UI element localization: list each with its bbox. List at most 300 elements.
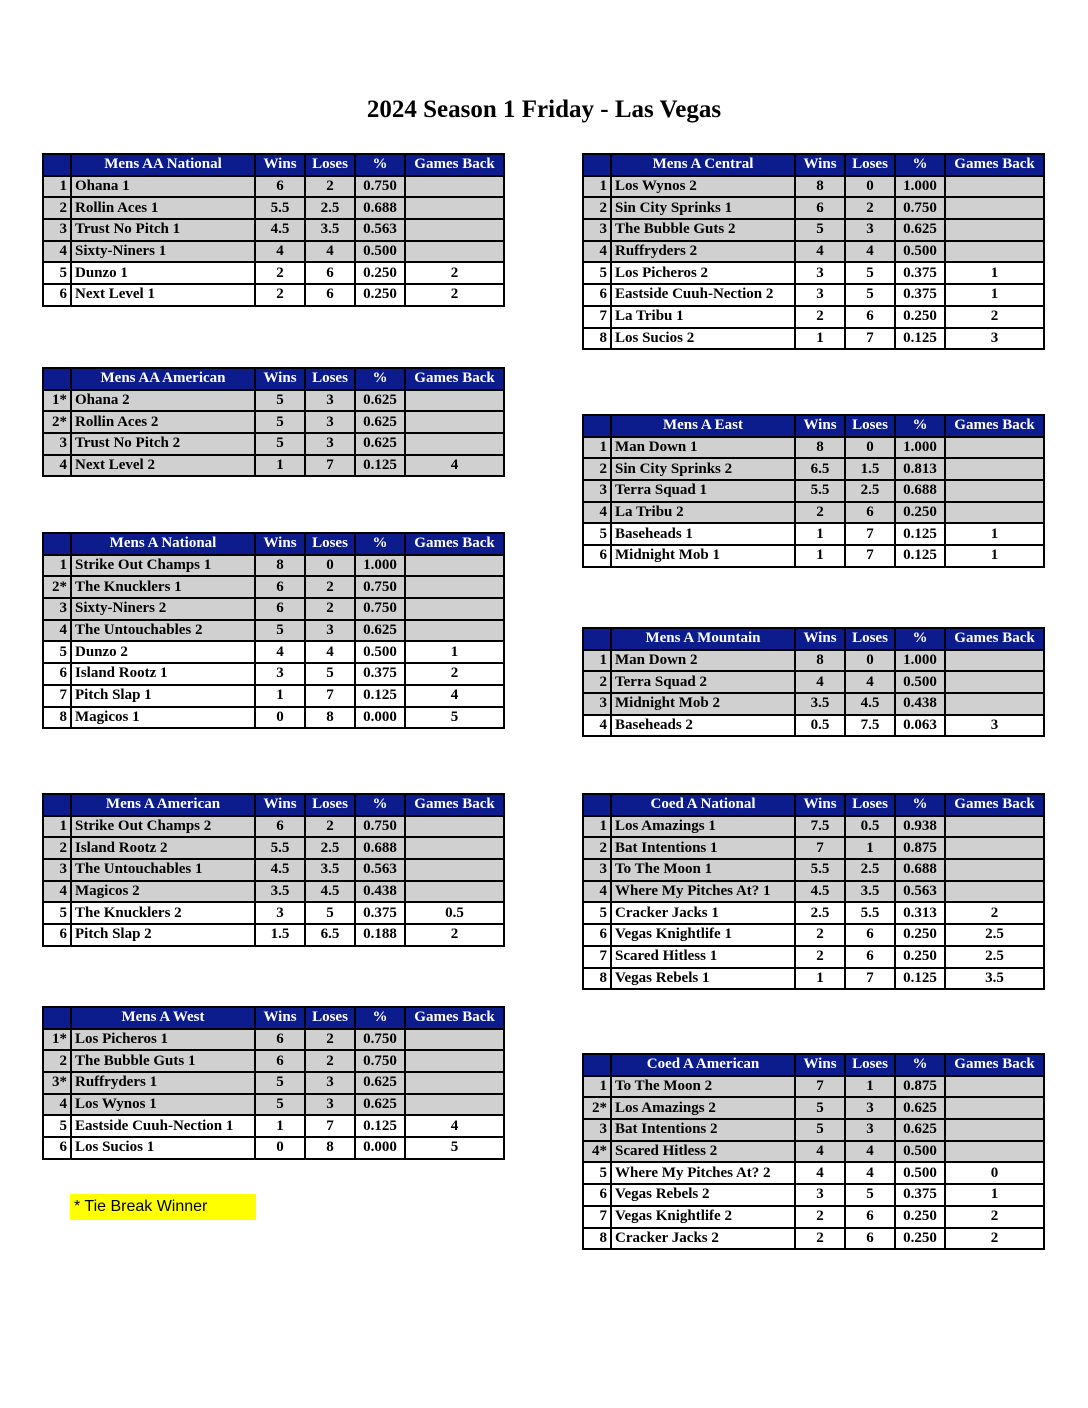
standings-row [43, 411, 504, 433]
rank-cell: 4 [583, 502, 611, 524]
standings-row [583, 219, 1044, 241]
loses-cell: 0 [305, 555, 355, 577]
pct-cell: 0.500 [895, 1162, 945, 1184]
rank-cell: 5 [43, 262, 71, 284]
team-name: Pitch Slap 1 [71, 685, 255, 707]
page-title: 2024 Season 1 Friday - Las Vegas [366, 96, 722, 123]
team-name: The Bubble Guts 1 [71, 1050, 255, 1072]
pct-cell: 0.688 [895, 859, 945, 881]
rank-cell: 7 [583, 946, 611, 968]
pct-cell: 0.625 [355, 390, 405, 412]
rank-cell: 4* [583, 1141, 611, 1163]
wins-cell: 5 [255, 1094, 305, 1116]
rank-cell: 2 [583, 671, 611, 693]
team-name: Ruffryders 2 [611, 241, 795, 263]
division-table [42, 532, 505, 729]
games-back-cell [405, 859, 504, 881]
pct-cell: 0.375 [895, 262, 945, 284]
wins-cell: 5 [255, 411, 305, 433]
team-name: Bat Intentions 1 [611, 837, 795, 859]
wins-cell: 4 [795, 671, 845, 693]
loses-cell: 4 [845, 671, 895, 693]
division-table [42, 1006, 505, 1160]
pct-cell: 1.000 [895, 650, 945, 672]
games-back-cell: 2.5 [945, 924, 1044, 946]
rank-cell: 5 [583, 902, 611, 924]
loses-header: Loses [305, 794, 355, 816]
division-table [42, 793, 505, 947]
games-back-cell: 2 [945, 1206, 1044, 1228]
rank-cell: 8 [43, 707, 71, 729]
rank-cell: 3 [43, 598, 71, 620]
games-back-cell [405, 197, 504, 219]
pct-cell: 0.313 [895, 902, 945, 924]
rank-cell: 8 [583, 1228, 611, 1250]
pct-cell: 0.625 [895, 1097, 945, 1119]
wins-cell: 2 [255, 284, 305, 306]
loses-cell: 3.5 [845, 881, 895, 903]
team-name: Eastside Cuuh-Nection 1 [71, 1115, 255, 1137]
rank-cell: 6 [583, 924, 611, 946]
rank-cell: 2 [43, 837, 71, 859]
team-name: Los Sucios 1 [71, 1137, 255, 1159]
rank-cell: 2 [43, 197, 71, 219]
loses-header: Loses [845, 794, 895, 816]
standings-row [43, 1137, 504, 1159]
pct-cell: 0.500 [895, 1141, 945, 1163]
games-back-cell [945, 437, 1044, 459]
wins-header: Wins [255, 1007, 305, 1029]
team-name: Sin City Sprinks 2 [611, 458, 795, 480]
pct-cell: 0.125 [895, 545, 945, 567]
pct-header: % [895, 628, 945, 650]
team-name: Los Sucios 2 [611, 328, 795, 350]
rank-header [583, 1054, 611, 1076]
wins-cell: 4.5 [795, 881, 845, 903]
games-back-cell: 2.5 [945, 946, 1044, 968]
standings-row [43, 707, 504, 729]
wins-cell: 7 [795, 1076, 845, 1098]
wins-cell: 6 [255, 1029, 305, 1051]
games-back-cell [945, 480, 1044, 502]
standings-row [43, 455, 504, 477]
pct-cell: 0.875 [895, 1076, 945, 1098]
pct-cell: 1.000 [895, 176, 945, 198]
loses-cell: 4 [305, 241, 355, 263]
games-back-cell: 4 [405, 455, 504, 477]
standings-row [583, 1141, 1044, 1163]
division-table [42, 367, 505, 477]
wins-cell: 2 [795, 924, 845, 946]
rank-cell: 4 [43, 620, 71, 642]
wins-header: Wins [255, 533, 305, 555]
rank-cell: 7 [583, 306, 611, 328]
pct-cell: 0.500 [355, 641, 405, 663]
team-name: Terra Squad 1 [611, 480, 795, 502]
team-name: Island Rootz 1 [71, 663, 255, 685]
rank-header [43, 533, 71, 555]
games-back-cell [945, 1097, 1044, 1119]
games-back-cell [405, 598, 504, 620]
division-name: Coed A American [611, 1054, 795, 1076]
pct-cell: 0.250 [895, 502, 945, 524]
team-name: Cracker Jacks 2 [611, 1228, 795, 1250]
loses-cell: 2 [305, 176, 355, 198]
rank-cell: 4 [583, 881, 611, 903]
pct-cell: 0.500 [895, 671, 945, 693]
loses-cell: 6 [845, 1206, 895, 1228]
games-back-cell [945, 1119, 1044, 1141]
games-back-header: Games Back [945, 628, 1044, 650]
rank-cell: 5 [583, 523, 611, 545]
wins-cell: 8 [795, 176, 845, 198]
team-name: Island Rootz 2 [71, 837, 255, 859]
loses-cell: 3 [305, 390, 355, 412]
pct-cell: 0.000 [355, 1137, 405, 1159]
games-back-cell [945, 1076, 1044, 1098]
pct-cell: 0.688 [895, 480, 945, 502]
division-table [582, 793, 1045, 990]
games-back-cell [405, 576, 504, 598]
wins-cell: 8 [255, 555, 305, 577]
games-back-cell: 1 [945, 262, 1044, 284]
games-back-cell: 2 [945, 902, 1044, 924]
team-name: Terra Squad 2 [611, 671, 795, 693]
loses-cell: 8 [305, 1137, 355, 1159]
standings-row [583, 545, 1044, 567]
team-name: Rollin Aces 2 [71, 411, 255, 433]
standings-row [583, 946, 1044, 968]
games-back-header: Games Back [945, 154, 1044, 176]
rank-cell: 2 [583, 458, 611, 480]
pct-cell: 0.250 [895, 924, 945, 946]
loses-cell: 5 [845, 284, 895, 306]
pct-cell: 0.125 [355, 1115, 405, 1137]
pct-cell: 0.375 [895, 284, 945, 306]
division-table [582, 1053, 1045, 1250]
rank-cell: 4 [43, 455, 71, 477]
wins-cell: 6.5 [795, 458, 845, 480]
standings-row [43, 859, 504, 881]
games-back-cell [945, 197, 1044, 219]
rank-cell: 5 [43, 641, 71, 663]
wins-cell: 0 [255, 1137, 305, 1159]
rank-cell: 3 [583, 219, 611, 241]
loses-cell: 4 [305, 641, 355, 663]
pct-cell: 0.625 [355, 433, 405, 455]
rank-cell: 6 [583, 545, 611, 567]
rank-cell: 3 [583, 1119, 611, 1141]
pct-cell: 0.063 [895, 715, 945, 737]
standings-row [583, 176, 1044, 198]
standings-row [583, 1206, 1044, 1228]
wins-header: Wins [795, 415, 845, 437]
standings-row [583, 480, 1044, 502]
loses-cell: 5 [845, 262, 895, 284]
loses-cell: 6 [845, 1228, 895, 1250]
team-name: Sixty-Niners 2 [71, 598, 255, 620]
loses-cell: 5.5 [845, 902, 895, 924]
games-back-cell [945, 859, 1044, 881]
team-name: Ohana 1 [71, 176, 255, 198]
games-back-cell: 1 [945, 284, 1044, 306]
pct-header: % [355, 154, 405, 176]
rank-header [43, 794, 71, 816]
loses-cell: 3 [305, 620, 355, 642]
standings-row [43, 241, 504, 263]
rank-cell: 1 [583, 176, 611, 198]
wins-cell: 7.5 [795, 816, 845, 838]
games-back-cell [945, 671, 1044, 693]
wins-cell: 5 [255, 390, 305, 412]
standings-row [43, 881, 504, 903]
games-back-cell: 0.5 [405, 902, 504, 924]
standings-row [43, 1050, 504, 1072]
loses-cell: 6 [845, 502, 895, 524]
games-back-cell [945, 650, 1044, 672]
team-name: To The Moon 1 [611, 859, 795, 881]
standings-row [43, 262, 504, 284]
standings-row [43, 1072, 504, 1094]
division-name: Mens A Central [611, 154, 795, 176]
standings-row [583, 328, 1044, 350]
team-name: Man Down 1 [611, 437, 795, 459]
loses-cell: 2.5 [845, 859, 895, 881]
loses-header: Loses [305, 154, 355, 176]
loses-header: Loses [305, 1007, 355, 1029]
wins-cell: 2 [255, 262, 305, 284]
wins-cell: 4.5 [255, 859, 305, 881]
loses-cell: 0.5 [845, 816, 895, 838]
standings-row [43, 816, 504, 838]
standings-row [583, 859, 1044, 881]
loses-cell: 3 [305, 1072, 355, 1094]
rank-cell: 1* [43, 1029, 71, 1051]
division-name: Mens A American [71, 794, 255, 816]
games-back-cell [945, 458, 1044, 480]
wins-cell: 3 [255, 902, 305, 924]
loses-cell: 2.5 [845, 480, 895, 502]
games-back-header: Games Back [945, 415, 1044, 437]
standings-row [583, 306, 1044, 328]
games-back-header: Games Back [405, 154, 504, 176]
rank-cell: 3 [43, 859, 71, 881]
wins-cell: 1 [255, 1115, 305, 1137]
team-name: Vegas Knightlife 2 [611, 1206, 795, 1228]
loses-header: Loses [305, 368, 355, 390]
wins-cell: 1 [255, 685, 305, 707]
pct-header: % [355, 533, 405, 555]
loses-cell: 0 [845, 176, 895, 198]
loses-cell: 3 [845, 1119, 895, 1141]
rank-cell: 7 [43, 685, 71, 707]
rank-cell: 2 [583, 197, 611, 219]
division-name: Coed A National [611, 794, 795, 816]
loses-cell: 7 [305, 685, 355, 707]
rank-cell: 1 [43, 816, 71, 838]
loses-cell: 2 [305, 816, 355, 838]
wins-cell: 3 [795, 262, 845, 284]
standings-row [583, 1228, 1044, 1250]
wins-cell: 1 [255, 455, 305, 477]
standings-row [583, 1162, 1044, 1184]
standings-row [43, 284, 504, 306]
standings-row [43, 197, 504, 219]
team-name: Vegas Knightlife 1 [611, 924, 795, 946]
rank-cell: 2* [583, 1097, 611, 1119]
games-back-cell [405, 837, 504, 859]
loses-cell: 6 [845, 946, 895, 968]
standings-row [43, 663, 504, 685]
pct-header: % [895, 1054, 945, 1076]
team-name: Where My Pitches At? 2 [611, 1162, 795, 1184]
loses-cell: 7 [305, 1115, 355, 1137]
pct-cell: 0.750 [895, 197, 945, 219]
standings-row [43, 555, 504, 577]
wins-header: Wins [255, 154, 305, 176]
rank-cell: 3 [583, 693, 611, 715]
games-back-cell: 4 [405, 685, 504, 707]
team-name: The Untouchables 1 [71, 859, 255, 881]
games-back-cell [405, 620, 504, 642]
pct-header: % [895, 415, 945, 437]
pct-cell: 0.125 [895, 968, 945, 990]
games-back-cell [405, 1072, 504, 1094]
loses-header: Loses [305, 533, 355, 555]
pct-cell: 1.000 [355, 555, 405, 577]
rank-cell: 2* [43, 411, 71, 433]
games-back-cell [405, 555, 504, 577]
rank-cell: 2 [43, 1050, 71, 1072]
loses-header: Loses [845, 154, 895, 176]
standings-row [583, 1119, 1044, 1141]
games-back-cell: 2 [405, 663, 504, 685]
wins-cell: 3 [255, 663, 305, 685]
division-name: Mens A East [611, 415, 795, 437]
division-table [582, 627, 1045, 737]
loses-cell: 3 [845, 219, 895, 241]
rank-cell: 2* [43, 576, 71, 598]
rank-header [43, 368, 71, 390]
pct-cell: 1.000 [895, 437, 945, 459]
rank-cell: 6 [43, 663, 71, 685]
loses-cell: 8 [305, 707, 355, 729]
pct-cell: 0.563 [355, 219, 405, 241]
games-back-cell [405, 219, 504, 241]
wins-cell: 5.5 [255, 837, 305, 859]
wins-cell: 1 [795, 968, 845, 990]
standings-row [43, 390, 504, 412]
wins-cell: 6 [255, 598, 305, 620]
standings-row [583, 881, 1044, 903]
standings-row [583, 902, 1044, 924]
loses-cell: 2 [305, 1029, 355, 1051]
team-name: Midnight Mob 1 [611, 545, 795, 567]
pct-header: % [355, 368, 405, 390]
games-back-cell: 2 [405, 284, 504, 306]
team-name: La Tribu 1 [611, 306, 795, 328]
division-table [42, 153, 505, 307]
wins-cell: 5.5 [255, 197, 305, 219]
wins-cell: 2 [795, 502, 845, 524]
pct-cell: 0.625 [355, 620, 405, 642]
standings-row [43, 837, 504, 859]
rank-cell: 8 [583, 968, 611, 990]
standings-row [583, 837, 1044, 859]
loses-cell: 1 [845, 1076, 895, 1098]
pct-cell: 0.438 [895, 693, 945, 715]
rank-cell: 1 [583, 816, 611, 838]
team-name: Cracker Jacks 1 [611, 902, 795, 924]
wins-header: Wins [795, 154, 845, 176]
division-name: Mens A West [71, 1007, 255, 1029]
loses-cell: 3 [305, 1094, 355, 1116]
team-name: The Untouchables 2 [71, 620, 255, 642]
loses-cell: 0 [845, 650, 895, 672]
rank-cell: 1 [583, 1076, 611, 1098]
loses-cell: 0 [845, 437, 895, 459]
loses-cell: 2.5 [305, 837, 355, 859]
team-name: Where My Pitches At? 1 [611, 881, 795, 903]
rank-cell: 3 [43, 433, 71, 455]
loses-cell: 7 [845, 968, 895, 990]
pct-cell: 0.000 [355, 707, 405, 729]
rank-header [43, 1007, 71, 1029]
wins-cell: 5.5 [795, 480, 845, 502]
team-name: Pitch Slap 2 [71, 924, 255, 946]
games-back-header: Games Back [945, 1054, 1044, 1076]
rank-cell: 1 [43, 555, 71, 577]
pct-cell: 0.438 [355, 881, 405, 903]
pct-cell: 0.750 [355, 1050, 405, 1072]
games-back-cell: 2 [945, 306, 1044, 328]
games-back-cell: 4 [405, 1115, 504, 1137]
games-back-cell [945, 176, 1044, 198]
wins-cell: 2 [795, 1228, 845, 1250]
wins-cell: 7 [795, 837, 845, 859]
pct-cell: 0.875 [895, 837, 945, 859]
division-name: Mens AA National [71, 154, 255, 176]
loses-cell: 7.5 [845, 715, 895, 737]
wins-cell: 5.5 [795, 859, 845, 881]
loses-cell: 7 [305, 455, 355, 477]
team-name: Scared Hitless 2 [611, 1141, 795, 1163]
team-name: Magicos 2 [71, 881, 255, 903]
team-name: The Knucklers 2 [71, 902, 255, 924]
wins-cell: 1 [795, 545, 845, 567]
standings-row [583, 523, 1044, 545]
pct-cell: 0.250 [895, 306, 945, 328]
rank-cell: 5 [583, 1162, 611, 1184]
games-back-cell: 3 [945, 715, 1044, 737]
pct-header: % [355, 794, 405, 816]
loses-cell: 7 [845, 523, 895, 545]
pct-cell: 0.125 [355, 455, 405, 477]
wins-cell: 3 [795, 284, 845, 306]
team-name: Sin City Sprinks 1 [611, 197, 795, 219]
pct-cell: 0.625 [355, 411, 405, 433]
standings-row [583, 284, 1044, 306]
standings-row [583, 262, 1044, 284]
pct-cell: 0.125 [895, 328, 945, 350]
wins-cell: 2 [795, 946, 845, 968]
team-name: Los Wynos 1 [71, 1094, 255, 1116]
rank-cell: 4 [43, 241, 71, 263]
games-back-cell [945, 816, 1044, 838]
pct-cell: 0.563 [355, 859, 405, 881]
standings-row [583, 693, 1044, 715]
games-back-cell [945, 219, 1044, 241]
